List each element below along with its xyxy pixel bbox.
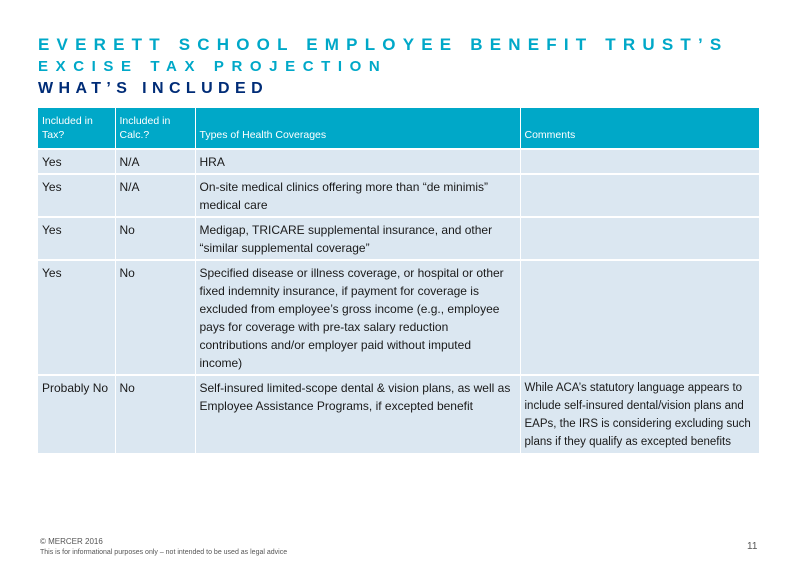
slide-title: WHAT’S INCLUDED (38, 80, 269, 97)
cell-included-in-tax: Probably No (38, 375, 115, 453)
cell-included-in-tax: Yes (38, 217, 115, 260)
cell-included-in-calc: No (115, 217, 195, 260)
table-row (38, 260, 759, 375)
header-included-in-tax: Included in Tax? (38, 108, 115, 149)
cell-coverage-type: Specified disease or illness coverage, or hospital or other fixed indemnity insurance, if payment for coverage is excluded from employee’s gross income (e.g., employee pays for coverage with pre-tax salary reduction contributions and/or employer paid without imputed income) (195, 260, 520, 375)
cell-comment (520, 174, 759, 217)
cell-comment: While ACA’s statutory language appears to include self-insured dental/vision plans and EAPs, the IRS is considering excluding such plans if they qualify as excepted benefits (520, 375, 759, 453)
header-comments: Comments (520, 108, 759, 149)
cell-coverage-type: Medigap, TRICARE supplemental insurance, and other “similar supplemental coverage” (195, 217, 520, 260)
header-coverage-type: Types of Health Coverages (195, 108, 520, 149)
page-number: 11 (747, 541, 758, 552)
header-included-in-calc: Included in Calc.? (115, 108, 195, 149)
table-row (38, 375, 759, 453)
copyright-notice: © MERCER 2016 (40, 537, 103, 546)
table-row (38, 217, 759, 260)
table-row (38, 174, 759, 217)
table-header-row (38, 108, 759, 149)
cell-included-in-tax: Yes (38, 174, 115, 217)
cell-included-in-tax: Yes (38, 260, 115, 375)
table-row (38, 149, 759, 174)
cell-included-in-calc: No (115, 375, 195, 453)
cell-comment (520, 217, 759, 260)
cell-included-in-calc: N/A (115, 149, 195, 174)
cell-included-in-tax: Yes (38, 149, 115, 174)
legal-disclaimer: This is for informational purposes only – not intended to be used as legal advice (40, 549, 288, 556)
deck-subtitle: EXCISE TAX PROJECTION (38, 58, 388, 75)
deck-title: EVERETT SCHOOL EMPLOYEE BENEFIT TRUST’S (38, 35, 729, 54)
cell-included-in-calc: No (115, 260, 195, 375)
cell-included-in-calc: N/A (115, 174, 195, 217)
cell-comment (520, 260, 759, 375)
coverage-table (38, 108, 760, 453)
cell-coverage-type: HRA (195, 149, 520, 174)
cell-coverage-type: On-site medical clinics offering more than “de minimis” medical care (195, 174, 520, 217)
cell-comment (520, 149, 759, 174)
cell-coverage-type: Self-insured limited-scope dental & vision plans, as well as Employee Assistance Programs, if excepted benefit (195, 375, 520, 453)
